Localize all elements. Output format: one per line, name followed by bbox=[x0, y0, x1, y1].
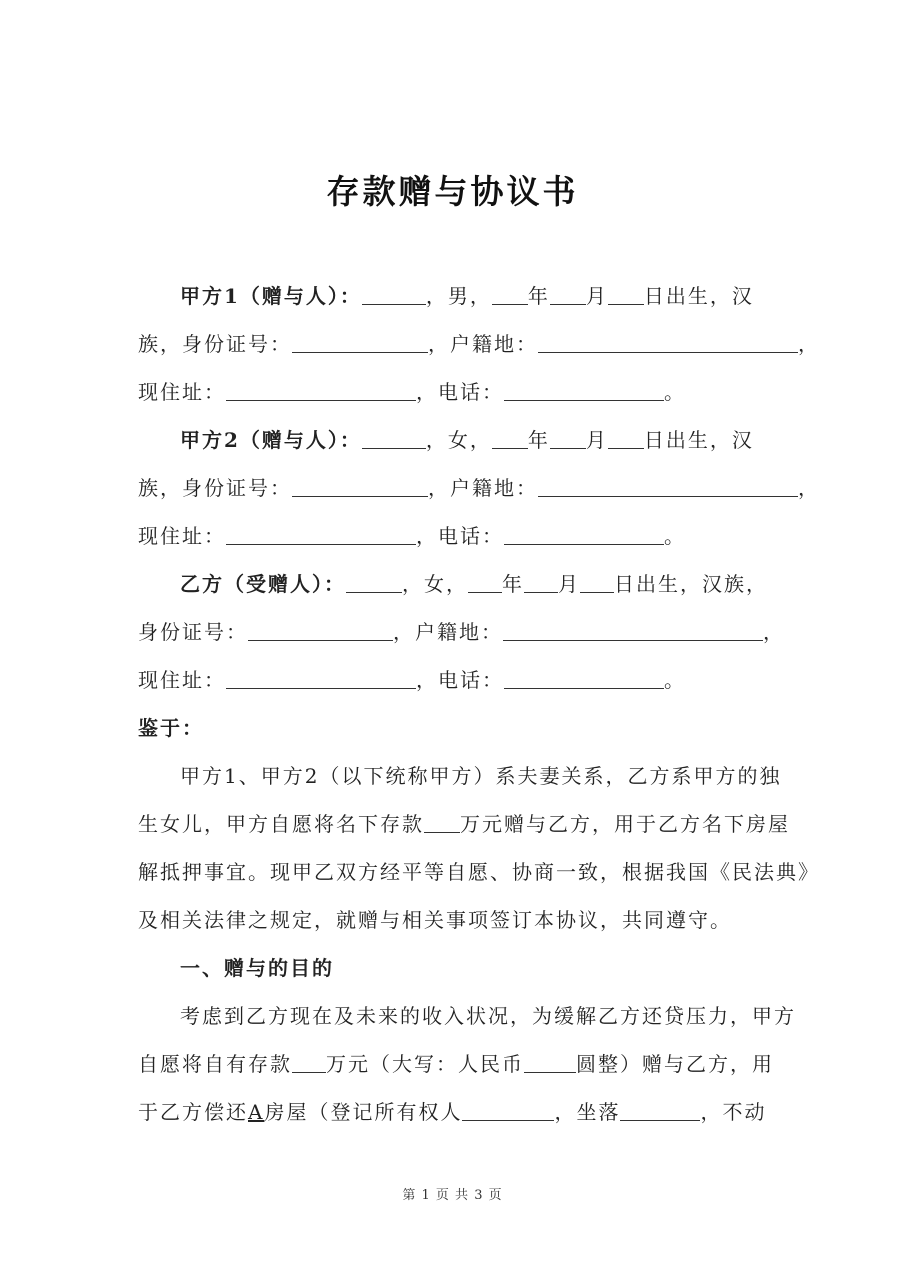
phone-blank[interactable] bbox=[504, 380, 664, 401]
year-blank[interactable] bbox=[468, 572, 502, 593]
party-a2-line-2 bbox=[138, 473, 820, 503]
party-b-line-1 bbox=[180, 569, 780, 599]
month-blank[interactable] bbox=[550, 428, 586, 449]
day-blank[interactable] bbox=[608, 284, 644, 305]
section-1-line-2 bbox=[138, 1049, 778, 1079]
id-blank[interactable] bbox=[248, 620, 393, 641]
domicile-label: ，户籍地： bbox=[428, 332, 538, 356]
period-text: 。 bbox=[664, 524, 686, 548]
section-text: 万元（大写：人民币 bbox=[326, 1052, 524, 1076]
id-label: 身份证号： bbox=[138, 620, 248, 644]
section-text: ，不动 bbox=[700, 1100, 767, 1124]
month-blank[interactable] bbox=[550, 284, 586, 305]
comma-text: ， bbox=[798, 332, 820, 356]
address-blank[interactable] bbox=[226, 668, 416, 689]
name-blank[interactable] bbox=[362, 284, 426, 305]
whereas-line-4: 及相关法律之规定，就赠与相关事项签订本协议，共同遵守。 bbox=[138, 908, 732, 932]
month-text: 月 bbox=[585, 284, 608, 308]
period-text: 。 bbox=[664, 668, 686, 692]
owner-blank[interactable] bbox=[462, 1100, 554, 1121]
party-a1-line-2 bbox=[138, 329, 820, 359]
phone-label: ，电话： bbox=[416, 524, 504, 548]
year-text: 年 bbox=[527, 428, 550, 452]
comma-text: ， bbox=[763, 620, 785, 644]
id-blank[interactable] bbox=[292, 332, 428, 353]
whereas-line-2 bbox=[138, 809, 790, 839]
whereas-text: 万元赠与乙方，用于乙方名下房屋 bbox=[460, 812, 790, 836]
gender-text: ，女， bbox=[425, 428, 492, 452]
address-blank[interactable] bbox=[226, 524, 416, 545]
section-text: 于乙方偿还 bbox=[138, 1100, 248, 1124]
address-blank[interactable] bbox=[226, 380, 416, 401]
address-label: 现住址： bbox=[138, 668, 226, 692]
month-blank[interactable] bbox=[524, 572, 558, 593]
party-b-line-2 bbox=[138, 617, 785, 647]
party-a2-label: 甲方2（赠与人）： bbox=[180, 428, 362, 452]
property-letter: A bbox=[248, 1100, 265, 1124]
party-a2-line-1 bbox=[180, 425, 780, 455]
page-title: 存款赠与协议书 bbox=[326, 172, 579, 211]
amount-words-blank[interactable] bbox=[524, 1052, 576, 1073]
year-text: 年 bbox=[527, 284, 550, 308]
domicile-blank[interactable] bbox=[503, 620, 763, 641]
domicile-label: ，户籍地： bbox=[393, 620, 503, 644]
period-text: 。 bbox=[664, 380, 686, 404]
whereas-heading: 鉴于： bbox=[138, 716, 204, 740]
id-label: 族，身份证号： bbox=[138, 476, 292, 500]
id-label: 族，身份证号： bbox=[138, 332, 292, 356]
comma-text: ， bbox=[798, 476, 820, 500]
section-text: 圆整）赠与乙方，用 bbox=[576, 1052, 774, 1076]
whereas-line-3: 解抵押事宜。现甲乙双方经平等自愿、协商一致，根据我国《民法典》 bbox=[138, 860, 820, 884]
amount-blank[interactable] bbox=[424, 812, 460, 833]
phone-label: ，电话： bbox=[416, 668, 504, 692]
name-blank[interactable] bbox=[346, 572, 402, 593]
address-label: 现住址： bbox=[138, 380, 226, 404]
location-blank[interactable] bbox=[620, 1100, 700, 1121]
address-label: 现住址： bbox=[138, 524, 226, 548]
domicile-label: ，户籍地： bbox=[428, 476, 538, 500]
year-text: 年 bbox=[502, 572, 524, 596]
section-1-heading: 一、赠与的目的 bbox=[180, 956, 334, 980]
birth-text: 日出生，汉族， bbox=[614, 572, 768, 596]
whereas-text: 生女儿，甲方自愿将名下存款 bbox=[138, 812, 424, 836]
phone-blank[interactable] bbox=[504, 524, 664, 545]
party-b-label: 乙方（受赠人）： bbox=[180, 572, 346, 596]
party-a1-line-3 bbox=[138, 377, 778, 407]
page-footer: 第 1 页 共 3 页 bbox=[402, 1188, 503, 1203]
phone-blank[interactable] bbox=[504, 668, 664, 689]
birth-text: 日出生，汉 bbox=[643, 428, 754, 452]
party-a1-line-1 bbox=[180, 281, 780, 311]
domicile-blank[interactable] bbox=[538, 476, 798, 497]
gender-text: ，女， bbox=[402, 572, 468, 596]
phone-label: ，电话： bbox=[416, 380, 504, 404]
domicile-blank[interactable] bbox=[538, 332, 798, 353]
party-b-line-3 bbox=[138, 665, 778, 695]
month-text: 月 bbox=[558, 572, 580, 596]
section-1-line-1: 考虑到乙方现在及未来的收入状况，为缓解乙方还贷压力，甲方 bbox=[180, 1004, 796, 1028]
day-blank[interactable] bbox=[580, 572, 614, 593]
year-blank[interactable] bbox=[492, 284, 528, 305]
whereas-line-1: 甲方1、甲方2（以下统称甲方）系夫妻关系，乙方系甲方的独 bbox=[180, 764, 782, 788]
year-blank[interactable] bbox=[492, 428, 528, 449]
section-text: 自愿将自有存款 bbox=[138, 1052, 292, 1076]
gender-text: ，男， bbox=[425, 284, 492, 308]
name-blank[interactable] bbox=[362, 428, 426, 449]
birth-text: 日出生，汉 bbox=[643, 284, 754, 308]
amount-blank[interactable] bbox=[292, 1052, 326, 1073]
party-a2-line-3 bbox=[138, 521, 778, 551]
party-a1-label: 甲方1（赠与人）： bbox=[180, 284, 362, 308]
section-text: 房屋（登记所有权人 bbox=[264, 1100, 463, 1124]
section-1-line-3 bbox=[138, 1097, 778, 1127]
section-text: ，坐落 bbox=[554, 1100, 621, 1124]
day-blank[interactable] bbox=[608, 428, 644, 449]
id-blank[interactable] bbox=[292, 476, 428, 497]
month-text: 月 bbox=[585, 428, 608, 452]
